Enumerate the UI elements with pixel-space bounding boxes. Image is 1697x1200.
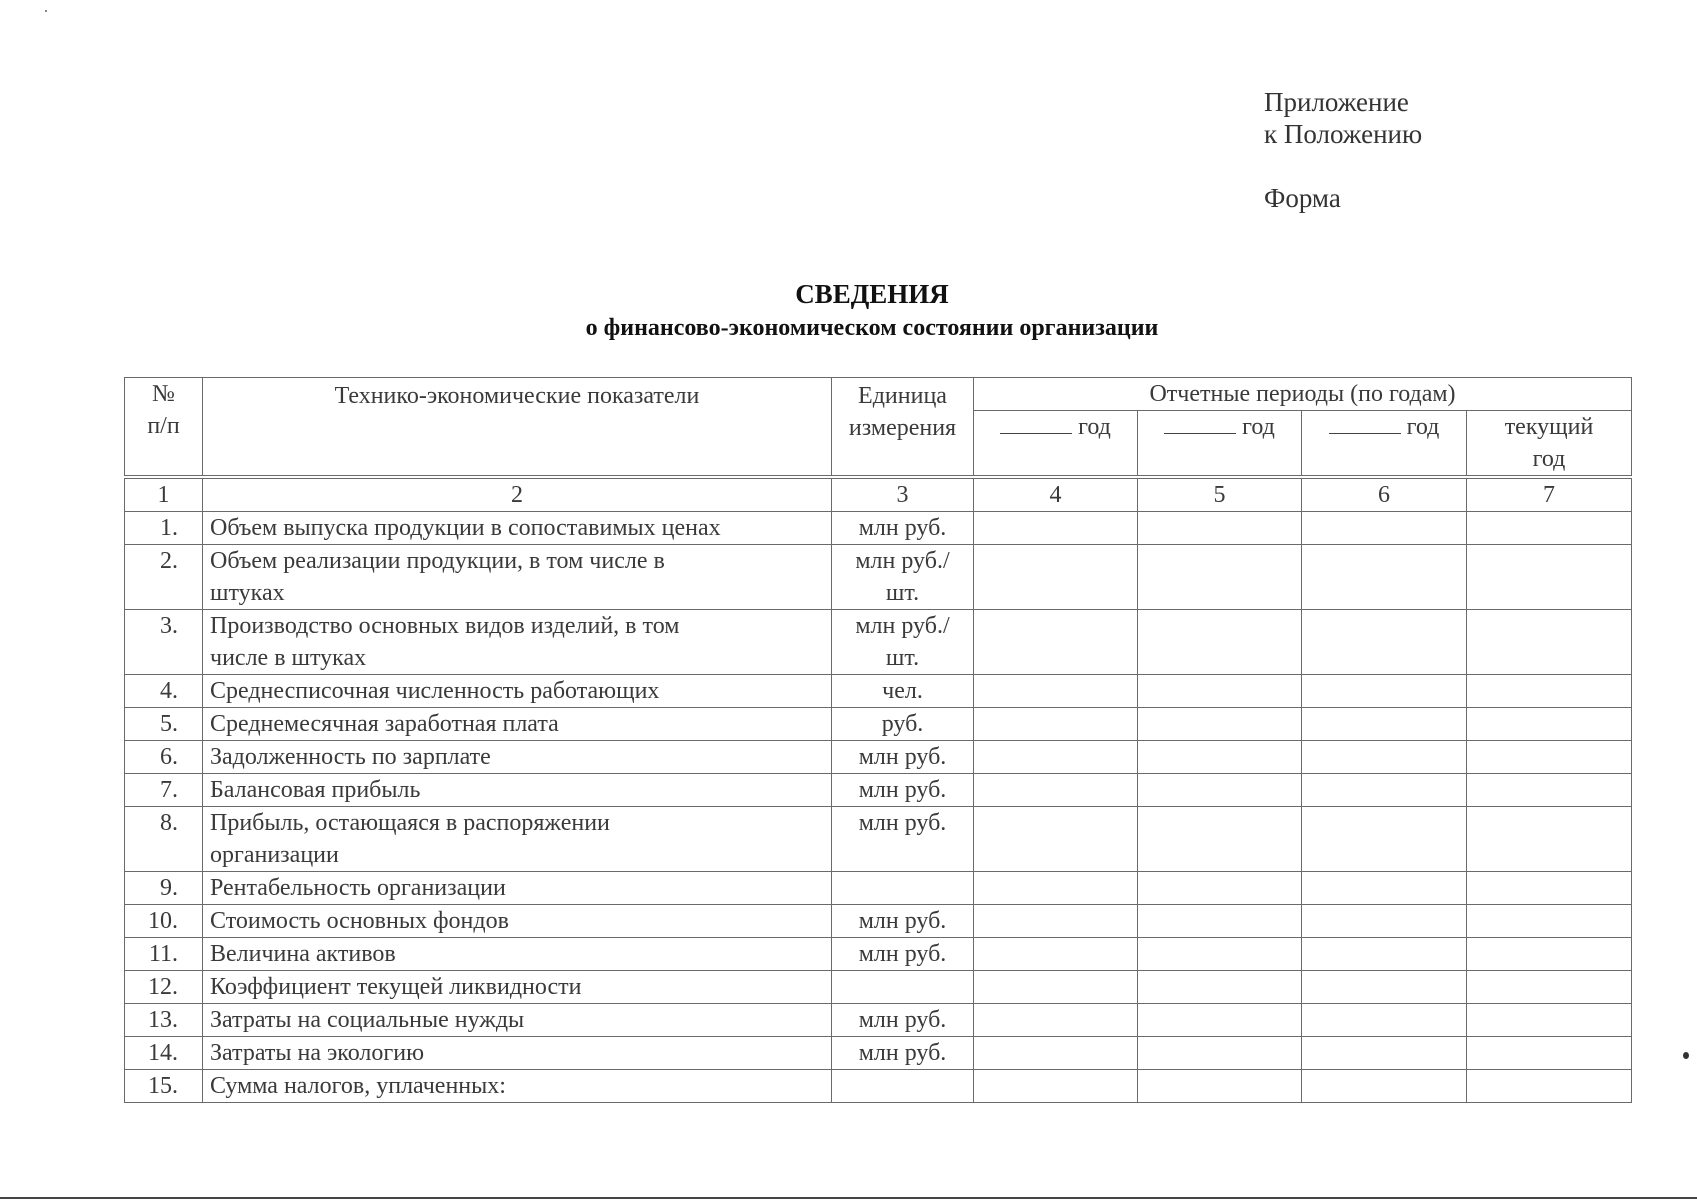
indicator-name: Среднесписочная численность работающих <box>203 675 832 708</box>
unit-of-measure: руб. <box>832 708 974 741</box>
table-row <box>125 807 1632 872</box>
unit-of-measure: млн руб. <box>832 512 974 545</box>
period-value-cell[interactable] <box>1467 708 1632 741</box>
period-value-cell[interactable] <box>1467 675 1632 708</box>
indicator-name: Среднемесячная заработная плата <box>203 708 832 741</box>
unit-of-measure: млн руб. <box>832 938 974 971</box>
row-number: 6. <box>125 741 203 774</box>
indicator-name: Затраты на экологию <box>203 1037 832 1070</box>
table-row <box>125 1037 1632 1070</box>
period-value-cell[interactable] <box>1302 774 1467 807</box>
table-row <box>125 872 1632 905</box>
table-row <box>125 938 1632 971</box>
regulation-reference: к Положению <box>1264 119 1423 149</box>
column-number: 4 <box>974 477 1138 512</box>
period-value-cell[interactable] <box>1138 512 1302 545</box>
table-row <box>125 774 1632 807</box>
period-value-cell[interactable] <box>1302 1004 1467 1037</box>
period-value-cell[interactable] <box>1138 774 1302 807</box>
period-value-cell[interactable] <box>1467 971 1632 1004</box>
unit-of-measure: млн руб. <box>832 807 974 872</box>
column-number: 7 <box>1467 477 1632 512</box>
period-value-cell[interactable] <box>1467 872 1632 905</box>
period-year-3 <box>1302 411 1467 478</box>
unit-of-measure: млн руб./ шт. <box>832 610 974 675</box>
row-number: 9. <box>125 872 203 905</box>
period-value-cell[interactable] <box>1467 1037 1632 1070</box>
period-value-cell[interactable] <box>1302 610 1467 675</box>
indicator-name: Стоимость основных фондов <box>203 905 832 938</box>
column-number: 6 <box>1302 477 1467 512</box>
period-value-cell[interactable] <box>1138 675 1302 708</box>
period-value-cell[interactable] <box>1302 905 1467 938</box>
header-periods: Отчетные периоды (по годам) <box>974 378 1632 411</box>
period-value-cell[interactable] <box>974 1070 1138 1103</box>
year-blank <box>1000 411 1072 434</box>
period-value-cell[interactable] <box>1302 1037 1467 1070</box>
appendix-header <box>1264 86 1422 214</box>
indicator-name: Рентабельность организации <box>203 872 832 905</box>
column-number: 5 <box>1138 477 1302 512</box>
year-blank <box>1329 411 1401 434</box>
period-value-cell[interactable] <box>1467 774 1632 807</box>
period-value-cell[interactable] <box>1467 1004 1632 1037</box>
financial-indicators-table <box>124 377 1632 1103</box>
column-numbers-row <box>125 477 1632 512</box>
period-value-cell[interactable] <box>1467 807 1632 872</box>
period-year-2 <box>1138 411 1302 478</box>
period-value-cell[interactable] <box>1302 708 1467 741</box>
scan-speck <box>1683 1052 1689 1059</box>
unit-of-measure: млн руб. <box>832 741 974 774</box>
form-label: Форма <box>1264 183 1341 213</box>
period-value-cell[interactable] <box>1302 807 1467 872</box>
row-number: 15. <box>125 1070 203 1103</box>
table-row <box>125 1070 1632 1103</box>
period-year-1 <box>974 411 1138 478</box>
period-value-cell[interactable] <box>1302 872 1467 905</box>
period-value-cell[interactable] <box>1302 938 1467 971</box>
indicator-name: Производство основных видов изделий, в том числе в штуках <box>203 610 832 675</box>
period-value-cell[interactable] <box>974 905 1138 938</box>
table-row <box>125 971 1632 1004</box>
period-value-cell[interactable] <box>1302 971 1467 1004</box>
period-value-cell[interactable] <box>974 675 1138 708</box>
row-number: 14. <box>125 1037 203 1070</box>
unit-of-measure: млн руб. <box>832 1037 974 1070</box>
period-value-cell[interactable] <box>1138 872 1302 905</box>
period-value-cell[interactable] <box>1138 1070 1302 1103</box>
period-value-cell[interactable] <box>974 741 1138 774</box>
period-current-year: текущий год <box>1467 411 1632 478</box>
period-value-cell[interactable] <box>974 512 1138 545</box>
row-number: 10. <box>125 905 203 938</box>
period-value-cell[interactable] <box>974 545 1138 610</box>
period-value-cell[interactable] <box>1138 938 1302 971</box>
period-value-cell[interactable] <box>1467 938 1632 971</box>
indicator-name: Объем выпуска продукции в сопоставимых ценах <box>203 512 832 545</box>
document-subtitle: о финансово-экономическом состоянии организации <box>585 315 1159 341</box>
unit-of-measure: млн руб./ шт. <box>832 545 974 610</box>
period-value-cell[interactable] <box>1138 610 1302 675</box>
appendix-label: Приложение <box>1264 87 1409 117</box>
unit-of-measure: млн руб. <box>832 905 974 938</box>
period-value-cell[interactable] <box>1302 741 1467 774</box>
period-value-cell[interactable] <box>974 971 1138 1004</box>
indicator-name: Прибыль, остающаяся в распоряжении организации <box>203 807 832 872</box>
row-number: 13. <box>125 1004 203 1037</box>
period-value-cell[interactable] <box>1467 1070 1632 1103</box>
indicator-name: Задолженность по зарплате <box>203 741 832 774</box>
unit-of-measure: млн руб. <box>832 1004 974 1037</box>
period-value-cell[interactable] <box>1138 1037 1302 1070</box>
period-value-cell[interactable] <box>1138 971 1302 1004</box>
table-row <box>125 675 1632 708</box>
year-blank <box>1164 411 1236 434</box>
period-value-cell[interactable] <box>974 610 1138 675</box>
year-label: год <box>1406 414 1440 440</box>
row-number: 11. <box>125 938 203 971</box>
period-value-cell[interactable] <box>1138 741 1302 774</box>
period-value-cell[interactable] <box>1467 741 1632 774</box>
table-body <box>125 512 1632 1103</box>
indicator-name: Величина активов <box>203 938 832 971</box>
period-value-cell[interactable] <box>1302 1070 1467 1103</box>
header-unit: Единица измерения <box>832 378 974 478</box>
table-row <box>125 741 1632 774</box>
period-value-cell[interactable] <box>1138 905 1302 938</box>
row-number: 7. <box>125 774 203 807</box>
table-row <box>125 708 1632 741</box>
scan-speck <box>45 10 47 12</box>
period-value-cell[interactable] <box>974 938 1138 971</box>
row-number: 3. <box>125 610 203 675</box>
period-value-cell[interactable] <box>1302 512 1467 545</box>
column-number: 2 <box>203 477 832 512</box>
indicator-name: Сумма налогов, уплаченных: <box>203 1070 832 1103</box>
indicator-name: Затраты на социальные нужды <box>203 1004 832 1037</box>
indicator-name: Коэффициент текущей ликвидности <box>203 971 832 1004</box>
indicator-name: Объем реализации продукции, в том числе в штуках <box>203 545 832 610</box>
table-row <box>125 1004 1632 1037</box>
page-bottom-rule <box>0 1197 1697 1199</box>
period-value-cell[interactable] <box>1467 545 1632 610</box>
indicator-name: Балансовая прибыль <box>203 774 832 807</box>
unit-of-measure <box>832 971 974 1004</box>
period-value-cell[interactable] <box>1467 905 1632 938</box>
period-value-cell[interactable] <box>974 872 1138 905</box>
period-value-cell[interactable] <box>974 1004 1138 1037</box>
table-row <box>125 610 1632 675</box>
year-label: год <box>1242 414 1275 440</box>
header-num: № п/п <box>125 378 203 478</box>
period-value-cell[interactable] <box>1138 545 1302 610</box>
column-number: 3 <box>832 477 974 512</box>
period-value-cell[interactable] <box>974 1037 1138 1070</box>
period-value-cell[interactable] <box>1467 512 1632 545</box>
header-row <box>125 378 1632 411</box>
unit-of-measure <box>832 1070 974 1103</box>
header-indicators: Технико-экономические показатели <box>203 378 832 478</box>
period-value-cell[interactable] <box>1138 708 1302 741</box>
row-number: 1. <box>125 512 203 545</box>
period-value-cell[interactable] <box>1302 675 1467 708</box>
table-row <box>125 545 1632 610</box>
column-number: 1 <box>125 477 203 512</box>
period-value-cell[interactable] <box>1302 545 1467 610</box>
period-value-cell[interactable] <box>1467 610 1632 675</box>
period-value-cell[interactable] <box>1138 807 1302 872</box>
row-number: 12. <box>125 971 203 1004</box>
period-value-cell[interactable] <box>974 807 1138 872</box>
unit-of-measure: млн руб. <box>832 774 974 807</box>
period-value-cell[interactable] <box>974 708 1138 741</box>
unit-of-measure <box>832 872 974 905</box>
table-row <box>125 905 1632 938</box>
row-number: 2. <box>125 545 203 610</box>
row-number: 8. <box>125 807 203 872</box>
year-label: год <box>1078 414 1111 440</box>
unit-of-measure: чел. <box>832 675 974 708</box>
document-title: СВЕДЕНИЯ <box>795 279 949 309</box>
table-row <box>125 512 1632 545</box>
period-value-cell[interactable] <box>974 774 1138 807</box>
period-value-cell[interactable] <box>1138 1004 1302 1037</box>
row-number: 4. <box>125 675 203 708</box>
row-number: 5. <box>125 708 203 741</box>
